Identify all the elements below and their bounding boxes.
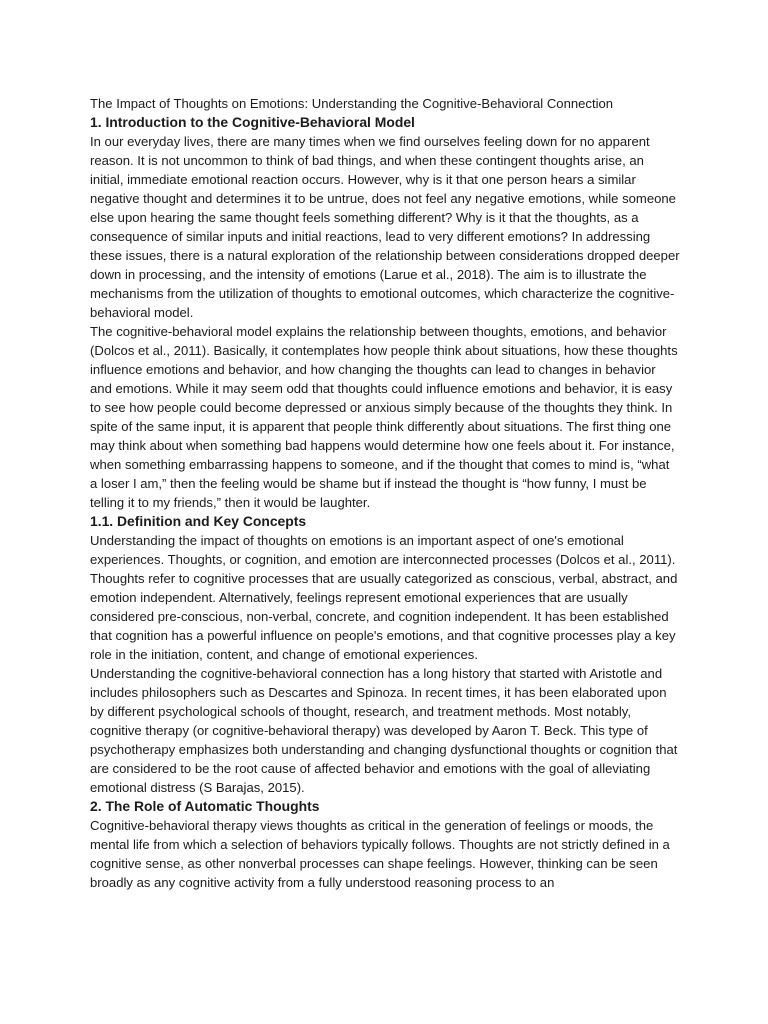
section-introduction xyxy=(90,113,680,512)
document-title: The Impact of Thoughts on Emotions: Understanding the Cognitive-Behavioral Connection xyxy=(90,96,614,111)
section-heading: 2. The Role of Automatic Thoughts xyxy=(90,798,320,814)
section-heading: 1.1. Definition and Key Concepts xyxy=(90,513,307,529)
section-definition xyxy=(90,512,680,797)
section-automatic-thoughts xyxy=(90,797,680,892)
body-paragraph: Understanding the impact of thoughts on emotions is an important aspect of one's emotional experiences. Thoughts, or cognition, and emotion are interconnected processes (Dolcos et al., 2011). Thoughts refer to cognitive processes that are usually categorized as conscious, verbal, abstract, and emotion independent. Alternatively, feelings represent emotional experiences that are usually considered pre-conscious, non-verbal, concrete, and cognition independent. It has been established that cognition has a powerful influence on people's emotions, and that cognitive processes play a key role in the initiation, content, and change of emotional experiences. xyxy=(90,533,678,662)
body-paragraph: Cognitive-behavioral therapy views thoughts as critical in the generation of feelings or moods, the mental life from which a selection of behaviors typically follows. Thoughts are not strictly defined in a cognitive sense, as other nonverbal processes can shape feelings. However, thinking can be seen broadly as any cognitive activity from a fully understood reasoning process to an xyxy=(90,818,670,890)
document-page xyxy=(90,94,680,892)
section-heading: 1. Introduction to the Cognitive-Behavioral Model xyxy=(90,114,415,130)
body-paragraph: In our everyday lives, there are many times when we find ourselves feeling down for no apparent reason. It is not uncommon to think of bad things, and when these contingent thoughts arise, an initial, immediate emotional reaction occurs. However, why is it that one person hears a similar negative thought and determines it to be untrue, does not feel any negative emotions, while someone else upon hearing the same thought feels something different? Why is it that the thoughts, as a consequence of similar inputs and initial reactions, lead to very different emotions? In addressing these issues, there is a natural exploration of the relationship between considerations dropped deeper down in processing, and the intensity of emotions (Larue et al., 2018). The aim is to illustrate the mechanisms from the utilization of thoughts to emotional outcomes, which characterize the cognitive-behavioral model. xyxy=(90,134,680,320)
body-paragraph: Understanding the cognitive-behavioral connection has a long history that started with Aristotle and includes philosophers such as Descartes and Spinoza. In recent times, it has been elaborated upon by different psychological schools of thought, research, and treatment methods. Most notably, cognitive therapy (or cognitive-behavioral therapy) was developed by Aaron T. Beck. This type of psychotherapy emphasizes both understanding and changing dysfunctional thoughts or cognition that are considered to be the root cause of affected behavior and emotions with the goal of alleviating emotional distress (S Barajas, 2015). xyxy=(90,666,678,795)
body-paragraph: The cognitive-behavioral model explains the relationship between thoughts, emotions, and behavior (Dolcos et al., 2011). Basically, it contemplates how people think about situations, how these thoughts influence emotions and behavior, and how changing the thoughts can lead to changes in behavior and emotions. While it may seem odd that thoughts could influence emotions and behavior, it is easy to see how people could become depressed or anxious simply because of the thoughts they think. In spite of the same input, it is apparent that people think differently about situations. The first thing one may think about when something bad happens would determine how one feels about it. For instance, when something embarrassing happens to someone, and if the thought that comes to mind is, “what a loser I am,” then the feeling would be shame but if instead the thought is “how funny, I must be telling it to my friends,” then it would be laughter. xyxy=(90,324,678,510)
